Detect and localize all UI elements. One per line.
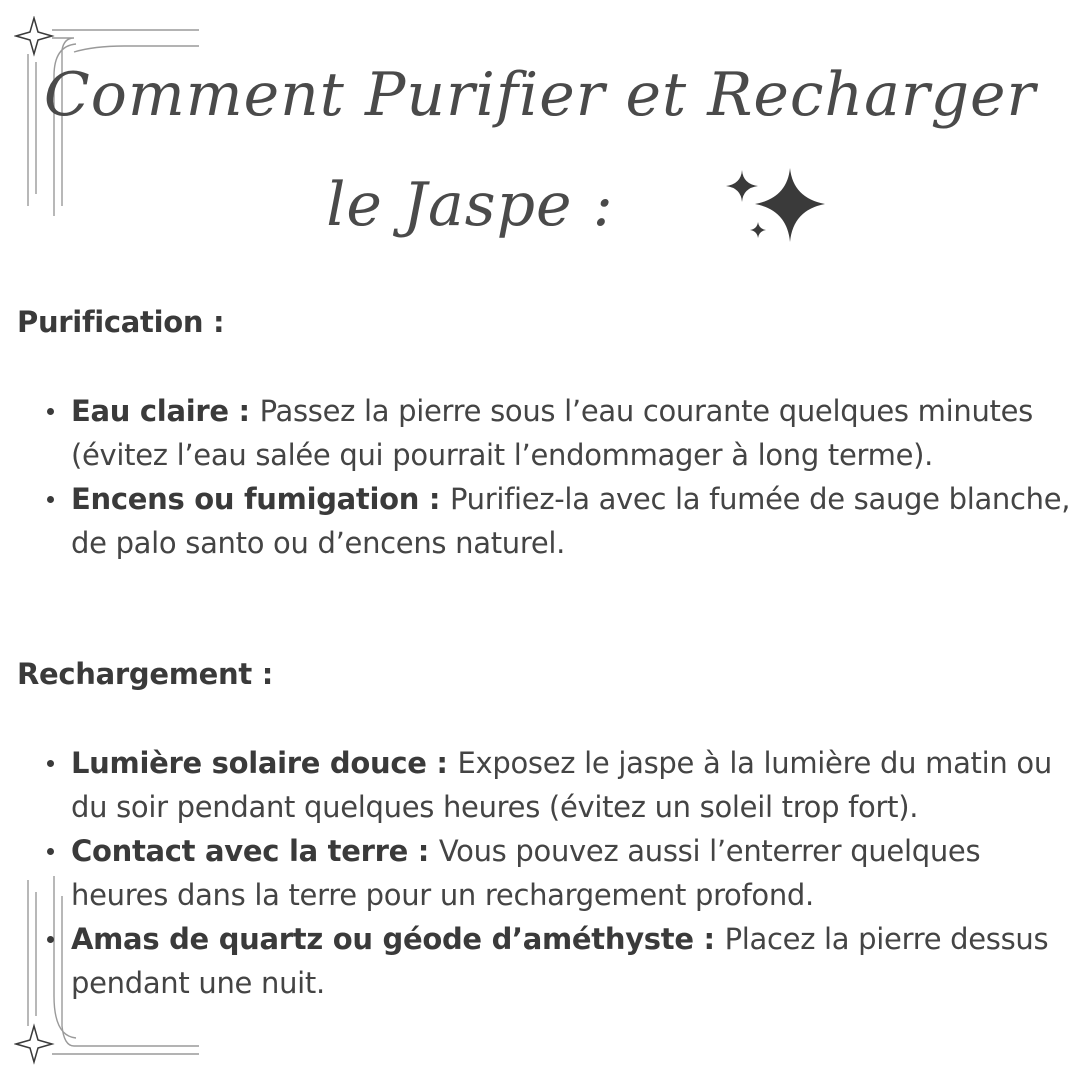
list-item-term: Contact avec la terre : — [71, 834, 439, 868]
bullet-icon — [47, 936, 54, 943]
section-heading-rechargement: Rechargement : — [17, 657, 274, 691]
list-item-text: Exposez le jaspe à la lumière du matin ou du soir pendant quelques heures (évitez un soleil trop fort). — [71, 746, 1052, 824]
list-item-text: Passez la pierre sous l’eau courante quelques minutes (évitez l’eau salée qui pourrait l’endommager à long terme). — [71, 394, 1033, 472]
list-item-text: Purifiez-la avec la fumée de sauge blanche, de palo santo ou d’encens naturel. — [71, 482, 1071, 560]
bullet-icon — [47, 496, 54, 503]
bullet-icon — [47, 408, 54, 415]
list-item — [0, 917, 1075, 1005]
sparkle-icon — [720, 160, 835, 250]
list-item-text: Placez la pierre dessus pendant une nuit. — [71, 922, 1049, 1000]
list-item — [0, 477, 1075, 565]
list-item-term: Eau claire : — [71, 394, 260, 428]
list-item — [0, 741, 1075, 829]
page-title-line-2: le Jaspe : — [326, 170, 614, 240]
bullet-icon — [47, 760, 54, 767]
purification-list — [0, 389, 1075, 565]
list-item-text: Vous pouvez aussi l’enterrer quelques heures dans la terre pour un rechargement profond. — [71, 834, 981, 912]
list-item-term: Lumière solaire douce : — [71, 746, 458, 780]
list-item-term: Amas de quartz ou géode d’améthyste : — [71, 922, 725, 956]
list-item-term: Encens ou fumigation : — [71, 482, 450, 516]
section-heading-purification: Purification : — [17, 305, 225, 339]
recharge-list — [0, 741, 1075, 1005]
page-title-line-1: Comment Purifier et Recharger — [43, 60, 1037, 130]
list-item — [0, 389, 1075, 477]
list-item — [0, 829, 1075, 917]
bullet-icon — [47, 848, 54, 855]
